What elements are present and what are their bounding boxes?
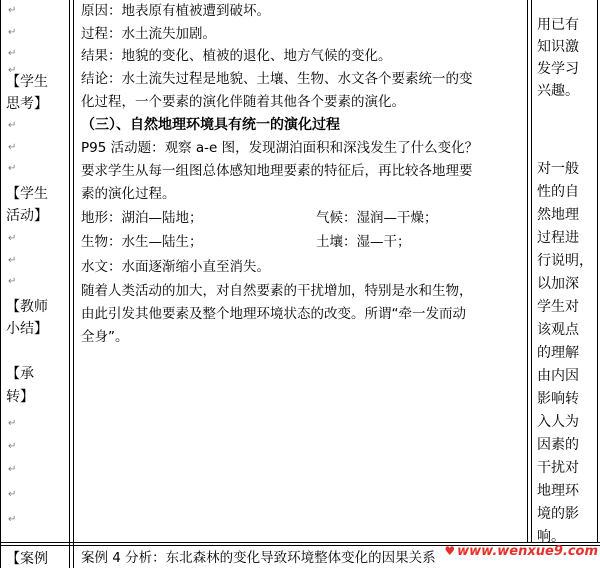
paragraph-mark: ↵ bbox=[8, 255, 17, 266]
label-teacher-summary-line2: 小结】 bbox=[6, 321, 48, 337]
content-line: 气候：湿润—干燥； bbox=[316, 210, 438, 226]
column-divider-left-b bbox=[73, 0, 74, 568]
column-divider-left-a bbox=[69, 0, 70, 568]
content-line: 由此引发其他要素及整个地理环境状态的改变。所谓“牵一发而动 bbox=[81, 306, 466, 322]
content-line: 过程：水土流失加剧。 bbox=[81, 26, 216, 42]
content-line: 全身”。 bbox=[81, 329, 129, 345]
note-line: 学生对 bbox=[537, 299, 579, 315]
table-border-right bbox=[597, 0, 598, 542]
note-line: 用已有 bbox=[537, 17, 579, 33]
content-line: P95 活动题：观察 a-e 图，发现湖泊面积和深浅发生了什么变化？ bbox=[81, 140, 479, 156]
paragraph-mark: ↵ bbox=[8, 65, 17, 76]
content-line: 地形：湖泊—陆地； bbox=[81, 210, 203, 226]
label-teacher-summary-line1: 【教师 bbox=[6, 299, 48, 315]
paragraph-mark: ↵ bbox=[8, 163, 17, 174]
content-line: 要求学生从每一组图总体感知地理要素的特征后，再比较各地理要 bbox=[81, 163, 473, 179]
content-line: 结论：水土流失过程是地貌、土壤、生物、水文各个要素统一的变 bbox=[81, 71, 473, 87]
paragraph-mark: ↵ bbox=[8, 514, 17, 525]
paragraph-mark: ↵ bbox=[8, 276, 17, 287]
note-line: 的理解 bbox=[537, 345, 579, 361]
note-line: 兴趣。 bbox=[537, 83, 579, 99]
content-line: 原因：地表原有植被遭到破坏。 bbox=[81, 3, 270, 19]
note-line: 由内因 bbox=[537, 368, 579, 384]
watermark-text: www.wenxue9.com bbox=[457, 544, 598, 559]
case-analysis-line: 案例 4 分析：东北森林的变化导致环境整体变化的因果关系 bbox=[81, 550, 436, 566]
content-line: 结果：地貌的变化、植被的退化、地方气候的变化。 bbox=[81, 48, 392, 64]
content-line: 生物：水生—陆生； bbox=[81, 234, 203, 250]
note-line: 以加深 bbox=[537, 276, 579, 292]
paragraph-mark: ↵ bbox=[8, 233, 17, 244]
paragraph-mark: ↵ bbox=[8, 418, 17, 429]
column-divider-right-a bbox=[527, 0, 528, 542]
paragraph-mark: ↵ bbox=[8, 489, 17, 500]
paragraph-mark: ↵ bbox=[8, 441, 17, 452]
note-line: 干扰对 bbox=[537, 460, 579, 476]
heart-icon: ♥ bbox=[444, 544, 456, 558]
label-transition-line2: 转】 bbox=[6, 389, 34, 405]
paragraph-mark: ↵ bbox=[8, 27, 17, 38]
content-line: 化过程，一个要素的演化伴随着其他各个要素的演化。 bbox=[81, 94, 405, 110]
note-line: 知识激 bbox=[537, 39, 579, 55]
site-watermark bbox=[444, 544, 598, 559]
note-line: 性的自 bbox=[537, 184, 579, 200]
note-line: 行说明， bbox=[537, 253, 593, 269]
row-divider bbox=[0, 542, 600, 543]
note-line: 响。 bbox=[537, 529, 565, 545]
note-line: 对一般 bbox=[537, 161, 579, 177]
paragraph-mark: ↵ bbox=[8, 120, 17, 131]
content-line: 水文：水面逐渐缩小直至消失。 bbox=[81, 259, 270, 275]
note-line: 影响转 bbox=[537, 391, 579, 407]
note-line: 然地理 bbox=[537, 207, 579, 223]
label-student-think-line1: 【学生 bbox=[6, 74, 48, 90]
paragraph-mark: ↵ bbox=[8, 48, 17, 59]
column-divider-right-b bbox=[531, 0, 532, 542]
note-line: 入人为 bbox=[537, 414, 579, 430]
content-line: 土壤：湿—干； bbox=[316, 234, 411, 250]
paragraph-mark: ↵ bbox=[8, 5, 17, 16]
table-border-left bbox=[0, 0, 1, 568]
label-transition-line1: 【承 bbox=[6, 366, 34, 382]
note-line: 该观点 bbox=[537, 322, 579, 338]
label-student-activity-line2: 活动】 bbox=[6, 208, 48, 224]
paragraph-mark: ↵ bbox=[8, 464, 17, 475]
paragraph-mark: ↵ bbox=[8, 142, 17, 153]
label-student-think-line2: 思考】 bbox=[6, 96, 48, 112]
label-student-activity-line1: 【学生 bbox=[6, 186, 48, 202]
note-line: 地理环 bbox=[537, 483, 579, 499]
note-line: 发学习 bbox=[537, 61, 579, 77]
label-case: 【案例 bbox=[6, 551, 48, 567]
content-line: 随着人类活动的加大，对自然要素的干扰增加，特别是水和生物， bbox=[81, 283, 473, 299]
content-line: 素的演化过程。 bbox=[81, 186, 176, 202]
section-heading: （三）、自然地理环境具有统一的演化过程 bbox=[81, 117, 340, 133]
note-line: 过程进 bbox=[537, 230, 579, 246]
note-line: 因素的 bbox=[537, 437, 579, 453]
note-line: 境的影 bbox=[537, 506, 579, 522]
